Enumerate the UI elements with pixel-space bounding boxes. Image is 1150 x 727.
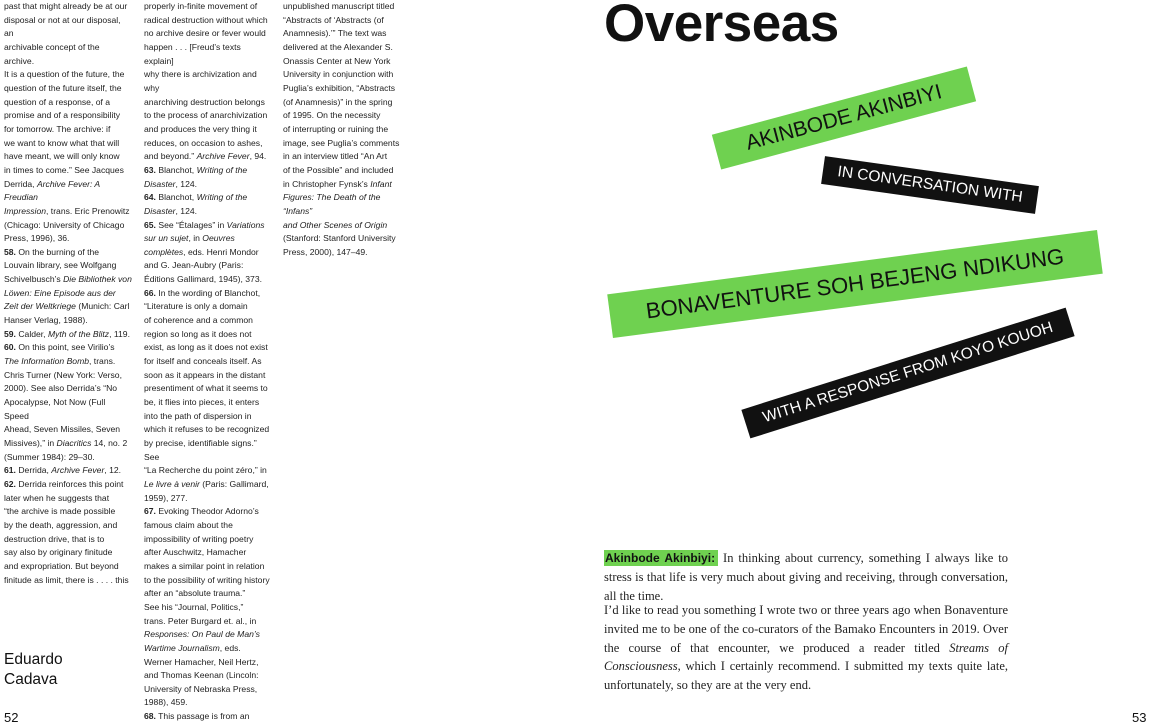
note-line <box>4 109 132 123</box>
note-line <box>4 464 132 478</box>
note-i: Disaster <box>144 178 176 189</box>
note-t: of the Possible” and included <box>283 164 394 175</box>
label-akinbode-akinbiyi: AKINBODE AKINBIYI <box>712 66 976 169</box>
note-t: exist, as long as it does not exist <box>144 342 268 353</box>
note-line <box>4 205 132 219</box>
note-t: reduces, on occasion to ashes, <box>144 137 263 148</box>
note-t: by the death, aggression, and <box>4 519 118 530</box>
note-t: “Literature is only a domain <box>144 301 248 312</box>
note-line <box>144 669 270 683</box>
note-t: presentiment of what it seems to <box>144 383 268 394</box>
note-i: Zeit der Weltkriege <box>4 301 76 312</box>
note-line <box>283 164 403 178</box>
note-line <box>144 574 270 588</box>
note-line <box>144 123 270 137</box>
note-line <box>144 587 270 601</box>
note-line <box>144 696 270 710</box>
note-line <box>144 27 270 41</box>
note-line <box>144 615 270 629</box>
note-line <box>144 560 270 574</box>
note-t: On the burning of the <box>15 246 100 257</box>
note-t: of coherence and a common <box>144 315 253 326</box>
note-t: after an “absolute trauma.” <box>144 588 246 599</box>
note-line <box>144 68 270 95</box>
note-line <box>283 178 403 192</box>
note-t: in an interview titled “An Art <box>283 151 388 162</box>
note-line <box>144 423 270 437</box>
note-line <box>283 137 403 151</box>
note-line <box>4 533 132 547</box>
note-line <box>4 96 132 110</box>
speaker-label: Akinbode Akinbiyi: <box>604 550 718 566</box>
note-line <box>4 382 132 396</box>
note-line <box>4 437 132 451</box>
note-i: Archive Fever: A Freudian <box>4 178 100 203</box>
note-i: Le livre à venir <box>144 478 200 489</box>
note-i: Writing of the <box>196 164 248 175</box>
note-t: and G. Jean-Aubry (Paris: <box>144 260 244 271</box>
note-i: Figures: The Death of the “Infans” <box>283 192 381 216</box>
note-t: later when he suggests that <box>4 492 110 503</box>
note-line <box>4 273 132 287</box>
note-line <box>144 642 270 656</box>
label-in-conversation-with: IN CONVERSATION WITH <box>821 156 1039 214</box>
note-t: and produces the very thing it <box>144 123 257 134</box>
note-i: Diacritics <box>56 438 92 448</box>
note-line <box>144 382 270 396</box>
note-b: 61. <box>4 465 16 476</box>
note-t: “La Recherche du point zéro,” in <box>144 465 267 476</box>
note-line <box>144 14 270 28</box>
note-line <box>144 328 270 342</box>
note-t: trans. Peter Burgard et. al., in <box>144 615 257 626</box>
note-line <box>283 68 403 82</box>
note-t2: (Paris: Gallimard, <box>199 478 269 489</box>
note-line <box>4 287 132 301</box>
note-t: to the possibility of writing history <box>144 574 270 585</box>
note-t: Apocalypse, Not Now (Full Speed <box>4 397 106 421</box>
note-t: for tomorrow. The archive: if <box>4 123 111 134</box>
note-line <box>283 41 403 55</box>
note-t: of 1995. On the necessity <box>283 110 381 121</box>
note-t2: , 12. <box>104 465 122 476</box>
note-t: anarchiving destruction belongs <box>144 96 265 107</box>
note-line <box>283 219 403 233</box>
note-line <box>4 396 132 423</box>
note-line <box>4 478 132 492</box>
note-t: Onassis Center at New York <box>283 55 391 66</box>
note-t2: , 124. <box>175 205 198 216</box>
note-t2: , eds. Henri Mondor <box>183 246 259 257</box>
note-line <box>4 82 132 96</box>
note-t: into the path of dispersion in <box>144 410 252 421</box>
note-t: Blanchot, <box>155 164 197 175</box>
note-line <box>4 259 132 273</box>
note-b: 64. <box>144 192 156 203</box>
note-b: 66. <box>144 287 156 298</box>
note-b: 58. <box>4 246 16 257</box>
note-t: archivable concept of the archive. <box>4 41 100 66</box>
note-t: promise and of a responsibility <box>4 110 121 121</box>
note-line <box>4 41 132 68</box>
note-t: (Summer 1984): 29–30. <box>4 451 95 462</box>
note-b: 62. <box>4 478 16 489</box>
note-line <box>4 546 132 560</box>
note-line <box>144 464 270 478</box>
note-line <box>144 273 270 287</box>
note-t: University of Nebraska Press, <box>144 683 258 694</box>
note-line <box>144 710 270 724</box>
label-response-koyo-kouoh: WITH A RESPONSE FROM KOYO KOUOH <box>741 308 1074 439</box>
reader-title: Streams of Consciousness <box>604 640 1008 674</box>
note-line <box>144 396 270 410</box>
note-line <box>144 369 270 383</box>
note-t: Chris Turner (New York: Verso, <box>4 369 122 380</box>
note-t: unpublished manuscript titled <box>283 1 395 11</box>
note-t: famous claim about the <box>144 519 233 530</box>
note-i2: Oeuvres <box>202 233 235 244</box>
notes-column-2 <box>144 0 270 724</box>
author-name <box>4 650 63 690</box>
note-line <box>144 137 270 151</box>
note-line <box>144 109 270 123</box>
note-line <box>144 96 270 110</box>
note-t: Ahead, Seven Missiles, Seven <box>4 424 121 435</box>
note-t: This passage is from an <box>155 711 250 722</box>
note-t: Derrida, <box>15 465 52 476</box>
note-b: 59. <box>4 328 16 339</box>
note-line <box>4 492 132 506</box>
note-line <box>144 601 270 615</box>
note-line <box>144 355 270 369</box>
note-t: for itself and conceals itself. As <box>144 356 262 367</box>
note-line <box>283 109 403 123</box>
note-t: Derrida reinforces this point <box>15 478 124 489</box>
note-line <box>4 574 132 588</box>
note-b: 63. <box>144 164 156 175</box>
note-i: Variations <box>226 219 265 230</box>
note-t: Calder, <box>15 328 48 339</box>
note-t: “Abstracts of ‘Abstracts (of <box>283 14 384 25</box>
note-t: destruction drive, that is to <box>4 533 105 544</box>
note-line <box>144 0 270 14</box>
note-t: we want to know what that will <box>4 137 120 148</box>
note-t: image, see Puglia’s comments <box>283 137 400 148</box>
note-line <box>144 150 270 164</box>
note-i: Impression <box>4 205 47 216</box>
note-t: disposal or not at our disposal, an <box>4 14 121 39</box>
note-t2: , 94. <box>249 151 267 162</box>
label-bonaventure: BONAVENTURE SOH BEJENG NDIKUNG <box>607 230 1103 338</box>
note-t: be, it flies into pieces, it enters <box>144 397 260 408</box>
note-t: region so long as it does not <box>144 328 252 339</box>
note-t2: (Munich: Carl <box>75 301 130 312</box>
note-t: makes a similar point in relation <box>144 560 265 571</box>
note-t: 1988), 459. <box>144 697 188 708</box>
note-line <box>4 369 132 383</box>
note-t: 1959), 277. <box>144 492 188 503</box>
note-t: to the process of anarchivization <box>144 110 268 121</box>
note-line <box>4 560 132 574</box>
interview-paragraph-1 <box>604 549 1008 605</box>
note-line <box>144 478 270 492</box>
note-t: properly in-finite movement of <box>144 1 258 11</box>
note-line <box>4 341 132 355</box>
note-line <box>4 137 132 151</box>
note-i: Disaster <box>144 205 176 216</box>
note-i: The Information Bomb <box>4 356 90 367</box>
paragraph-2-text-b: , which I certainly recommend. I submitted my texts quite late, unfortunately, so they are at the very end. <box>604 659 1008 693</box>
note-line <box>144 410 270 424</box>
note-line <box>4 14 132 41</box>
note-t: “the archive is made possible <box>4 506 116 517</box>
note-t: question of the future itself, the <box>4 82 122 93</box>
note-i: Archive Fever <box>51 465 105 476</box>
note-line <box>4 178 132 205</box>
note-i: complètes <box>144 246 184 257</box>
note-line <box>4 0 132 14</box>
note-line <box>4 246 132 260</box>
note-t: Hanser Verlag, 1988). <box>4 315 88 326</box>
note-t: why there is archivization and why <box>144 69 257 93</box>
note-t: Blanchot, <box>155 192 197 203</box>
page-number-right: 53 <box>1132 710 1147 725</box>
note-i: Die Bibliothek von <box>63 274 132 285</box>
page-title: Overseas <box>604 0 839 53</box>
note-t: (of Anamnesis)” in the spring <box>283 96 393 107</box>
note-line <box>144 205 270 219</box>
note-t: in times to come.” See Jacques <box>4 164 124 175</box>
note-t: past that might already be at our <box>4 1 128 11</box>
note-line <box>144 164 270 178</box>
note-b: 68. <box>144 711 156 722</box>
note-b: 60. <box>4 342 16 353</box>
note-t: (Chicago: University of Chicago <box>4 219 125 230</box>
note-line <box>4 519 132 533</box>
note-t: which it refuses to be recognized <box>144 424 270 435</box>
notes-column-3 <box>283 0 403 259</box>
note-t: In the wording of Blanchot, <box>155 287 261 298</box>
note-t: impossibility of writing poetry <box>144 533 254 544</box>
note-line <box>144 246 270 260</box>
note-i: Infant <box>370 178 392 189</box>
note-t: no archive desire or fever would <box>144 28 266 39</box>
note-t: happen . . . [Freud’s texts explain] <box>144 41 241 66</box>
note-t: radical destruction without which <box>144 14 268 25</box>
note-t2: , 124. <box>175 178 198 189</box>
note-t2: , trans. <box>89 356 116 367</box>
note-t: Missives),” in <box>4 438 57 448</box>
note-t: Werner Hamacher, Neil Hertz, <box>144 656 259 667</box>
note-t: by precise, identifiable signs.” See <box>144 438 257 462</box>
note-i: sur un sujet <box>144 233 189 244</box>
note-line <box>283 96 403 110</box>
note-line <box>4 150 132 164</box>
note-t: 2000). See also Derrida’s “No <box>4 383 118 394</box>
note-t2: , in <box>188 233 203 244</box>
note-line <box>283 191 403 218</box>
note-line <box>144 533 270 547</box>
note-line <box>144 259 270 273</box>
note-line <box>144 314 270 328</box>
note-line <box>144 492 270 506</box>
notes-column-1 <box>4 0 132 587</box>
note-t2: 14, no. 2 <box>91 438 128 448</box>
note-line <box>283 123 403 137</box>
note-line <box>4 219 132 233</box>
note-t: question of a response, of a <box>4 96 111 107</box>
note-t: See his “Journal, Politics,” <box>144 601 244 612</box>
note-line <box>144 505 270 519</box>
note-line <box>144 41 270 68</box>
note-line <box>144 519 270 533</box>
note-line <box>283 150 403 164</box>
note-i: Löwen: Eine Episode aus der <box>4 287 116 298</box>
note-line <box>4 505 132 519</box>
note-t: finitude as limit, there is . . . . this <box>4 574 129 585</box>
note-line <box>144 628 270 642</box>
note-i: Responses: On Paul de Man’s <box>144 629 260 640</box>
interview-paragraph-2 <box>604 601 1008 695</box>
note-line <box>283 14 403 28</box>
note-line <box>4 164 132 178</box>
note-t: and beyond.” <box>144 151 197 162</box>
note-line <box>144 437 270 464</box>
note-t: in Christopher Fynsk’s <box>283 178 371 189</box>
page-number-left: 52 <box>4 710 19 725</box>
note-t: of interrupting or ruining the <box>283 123 389 134</box>
note-t: and Thomas Keenan (Lincoln: <box>144 670 259 681</box>
note-t: Derrida, <box>4 178 37 189</box>
note-t: Louvain library, see Wolfgang <box>4 260 117 271</box>
note-line <box>283 0 403 14</box>
note-t: Schivelbusch’s <box>4 274 64 285</box>
note-b: 67. <box>144 506 156 517</box>
note-i: Wartime Journalism <box>144 642 220 653</box>
note-line <box>4 300 132 314</box>
note-t: See “Étalages” in <box>155 219 227 230</box>
note-line <box>144 683 270 697</box>
note-line <box>144 232 270 246</box>
note-t: say also by originary finitude <box>4 547 113 558</box>
note-t: after Auschwitz, Hamacher <box>144 547 247 558</box>
note-line <box>283 27 403 41</box>
note-line <box>283 246 403 260</box>
note-t2: , trans. Eric Prenowitz <box>46 205 130 216</box>
note-line <box>144 178 270 192</box>
note-t2: , eds. <box>219 642 241 653</box>
note-t: (Stanford: Stanford University <box>283 233 396 244</box>
note-t: On this point, see Virilio’s <box>15 342 115 353</box>
note-line <box>4 423 132 437</box>
note-t: Press, 1996), 36. <box>4 233 70 244</box>
note-t: have meant, we will only know <box>4 151 120 162</box>
note-line <box>144 219 270 233</box>
note-t: Anamnesis).’” The text was <box>283 28 387 39</box>
note-line <box>283 232 403 246</box>
note-line <box>4 232 132 246</box>
note-t: and expropriation. But beyond <box>4 560 119 571</box>
paragraph-1-text: In thinking about currency, something I always like to stress is that life is very much about giving and receiving, through conversation, all the time. <box>604 551 1009 603</box>
note-i: Writing of the <box>196 192 248 203</box>
note-line <box>144 191 270 205</box>
note-b: 65. <box>144 219 156 230</box>
author-first-name: Eduardo <box>4 651 63 668</box>
note-line <box>283 55 403 69</box>
note-line <box>144 287 270 301</box>
note-line <box>144 546 270 560</box>
paragraph-2-text-a: I’d like to read you something I wrote two or three years ago when Bonaventure invited me to be one of the co-curators of the Bamako Encounters in 2019. Over the course of that encounter, we produced a reader titled <box>604 603 1008 655</box>
note-line <box>144 341 270 355</box>
note-t2: , 119. <box>109 328 130 339</box>
note-line <box>283 82 403 96</box>
note-t: soon as it appears in the distant <box>144 369 266 380</box>
note-line <box>4 123 132 137</box>
note-line <box>4 355 132 369</box>
note-line <box>144 300 270 314</box>
note-line <box>4 328 132 342</box>
note-t: Puglia’s exhibition, “Abstracts <box>283 82 396 93</box>
note-t: Evoking Theodor Adorno’s <box>155 506 259 517</box>
note-line <box>4 451 132 465</box>
author-last-name: Cadava <box>4 671 58 688</box>
note-t: Éditions Gallimard, 1945), 373. <box>144 274 262 285</box>
note-i: Myth of the Blitz <box>47 328 110 339</box>
note-t: University in conjunction with <box>283 69 394 80</box>
note-t: delivered at the Alexander S. <box>283 41 393 52</box>
note-i: and Other Scenes of Origin <box>283 219 388 230</box>
note-line <box>4 314 132 328</box>
note-t: Press, 2000), 147–49. <box>283 246 368 257</box>
note-line <box>144 656 270 670</box>
note-i: Archive Fever <box>196 151 250 162</box>
note-t: It is a question of the future, the <box>4 69 125 80</box>
note-line <box>4 68 132 82</box>
